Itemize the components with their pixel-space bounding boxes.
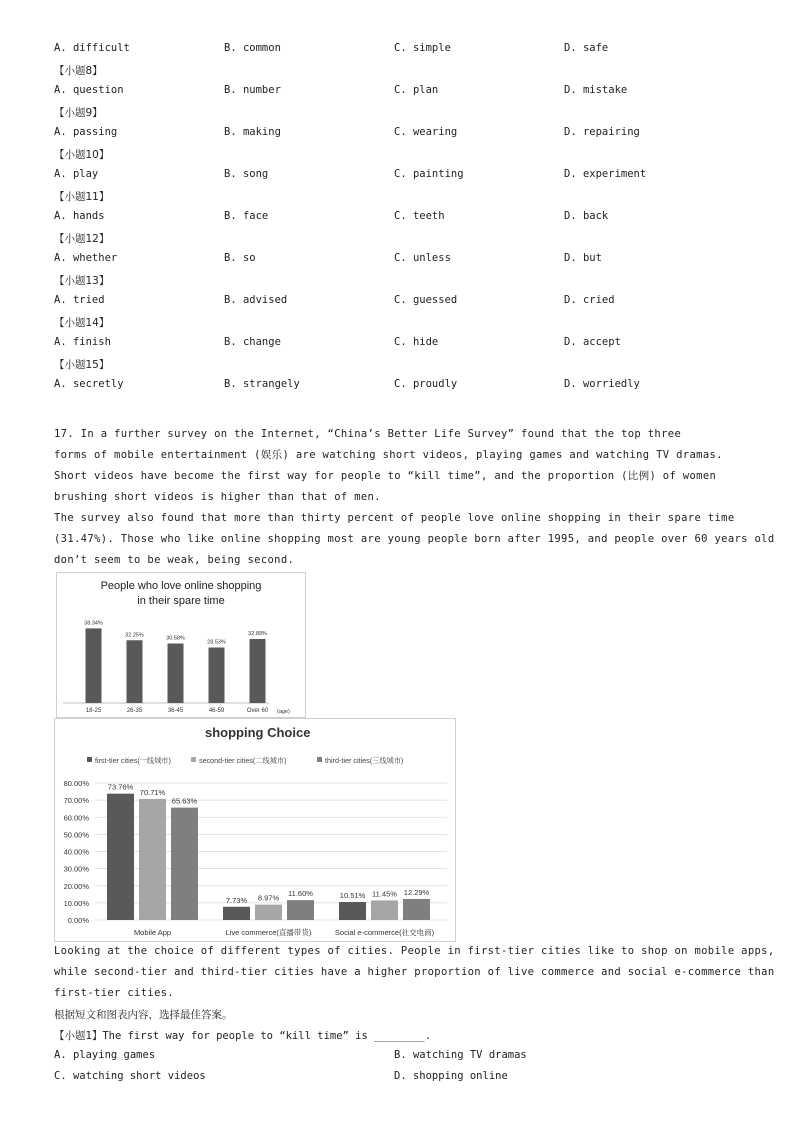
data-label: 73.76%	[107, 782, 134, 792]
option-b[interactable]: B. advised	[224, 294, 288, 306]
option-a[interactable]: A. play	[54, 168, 99, 180]
option-b[interactable]: B. so	[224, 252, 256, 264]
bar	[107, 794, 134, 920]
data-label: 70.71%	[139, 787, 166, 797]
x-tick-label: Social e-commerce(社交电商)	[334, 928, 435, 937]
option-b[interactable]: B. face	[224, 210, 269, 222]
bar	[250, 639, 266, 703]
option-c[interactable]: C. hide	[394, 336, 439, 348]
option-a[interactable]: A. question	[54, 84, 124, 96]
option-d[interactable]: D. experiment	[564, 168, 647, 180]
passage-line: Looking at the choice of different types of cities. People in first-tier cities like to shop on mobile apps,	[54, 945, 775, 957]
data-label: 28.53%	[207, 639, 226, 646]
option-d[interactable]: D. but	[564, 252, 602, 264]
x-tick-label: 46-59	[208, 708, 225, 714]
data-label: 12.29%	[403, 887, 430, 897]
data-label: 32.25%	[125, 632, 144, 639]
bar	[403, 899, 430, 920]
bar	[255, 905, 282, 920]
x-tick-label: 18-25	[85, 708, 102, 714]
bar	[171, 808, 198, 920]
option-b[interactable]: B. song	[224, 168, 269, 180]
bar	[287, 900, 314, 920]
option-row	[54, 84, 754, 98]
passage-paragraph-3	[54, 941, 775, 1004]
legend-label: third-tier cities(三线城市)	[325, 756, 404, 765]
chart-title: shopping Choice	[205, 725, 311, 740]
x-axis-label: (age)	[277, 709, 290, 715]
bar	[168, 644, 184, 703]
bar	[209, 647, 225, 703]
option-row	[54, 210, 754, 224]
option-d[interactable]: D. back	[564, 210, 609, 222]
age-shopping-chart	[56, 572, 306, 718]
data-label: 30.58%	[166, 635, 185, 642]
option-c[interactable]: C. simple	[394, 42, 451, 54]
data-label: 11.60%	[288, 889, 313, 899]
x-tick-label: 26-35	[126, 708, 143, 714]
option-b[interactable]: B. making	[224, 126, 281, 138]
option-a[interactable]: A. tried	[54, 294, 105, 306]
y-tick-label: 80.00%	[63, 779, 89, 788]
y-tick-label: 40.00%	[63, 847, 89, 857]
option-c[interactable]: C. painting	[394, 168, 464, 180]
option-a[interactable]: A. passing	[54, 126, 118, 138]
y-tick-label: 60.00%	[63, 813, 89, 823]
y-tick-label: 30.00%	[63, 864, 89, 874]
bar	[223, 907, 250, 920]
option-a[interactable]: A. difficult	[54, 42, 130, 54]
data-label: 7.73%	[225, 895, 248, 905]
legend-swatch	[317, 757, 322, 762]
option-b[interactable]: B. common	[224, 42, 281, 54]
passage-line: brushing short videos is higher than that of men.	[54, 491, 381, 503]
passage-line: forms of mobile entertainment (娱乐) are watching short videos, playing games and watching TV dramas.	[54, 449, 723, 461]
y-tick-label: 70.00%	[63, 796, 89, 806]
question-1-options-row-2	[54, 1070, 754, 1084]
question-label: 【小题10】	[54, 149, 110, 161]
question-label: 【小题14】	[54, 317, 110, 329]
instruction-text: 根据短文和图表内容，选择最佳答案。	[54, 1009, 233, 1021]
option-a[interactable]: A. whether	[54, 252, 118, 264]
option-a[interactable]: A. secretly	[54, 378, 124, 390]
option-c[interactable]: C. plan	[394, 84, 439, 96]
y-tick-label: 10.00%	[63, 898, 89, 908]
question-label: 【小题11】	[54, 191, 110, 203]
option-c[interactable]: C. teeth	[394, 210, 445, 222]
chart-title: People who love online shopping	[100, 580, 262, 592]
option-d[interactable]: D. repairing	[564, 126, 640, 138]
question-label: 【小题12】	[54, 233, 110, 245]
question-1-options-row-1	[54, 1049, 754, 1063]
option-row	[54, 252, 754, 266]
question-label: 【小题15】	[54, 359, 110, 371]
chart-title: in their spare time	[137, 595, 225, 607]
data-label: 32.89%	[248, 631, 267, 638]
option-row	[54, 378, 754, 392]
bar	[86, 628, 102, 703]
option-row	[54, 168, 754, 182]
option-d[interactable]: D. mistake	[564, 84, 628, 96]
bar	[371, 900, 398, 920]
age-shopping-chart-svg	[57, 573, 305, 717]
x-tick-label: Live commerce(直播带货)	[225, 928, 312, 937]
option-b[interactable]: B. watching TV dramas	[394, 1049, 527, 1061]
option-row	[54, 336, 754, 350]
data-label: 65.63%	[171, 796, 198, 806]
option-c[interactable]: C. unless	[394, 252, 451, 264]
option-c[interactable]: C. proudly	[394, 378, 458, 390]
legend-swatch	[87, 757, 92, 762]
data-label: 10.51%	[339, 891, 366, 901]
x-tick-label: Over 60	[246, 708, 269, 714]
option-c[interactable]: C. wearing	[394, 126, 458, 138]
question-label: 【小题9】	[54, 107, 103, 119]
bar	[339, 902, 366, 920]
legend-label: second-tier cities(二线城市)	[199, 756, 287, 765]
passage-line: (31.47%). Those who like online shopping most are young people born after 1995, and people over 60 years old	[54, 533, 775, 545]
option-a[interactable]: A. hands	[54, 210, 105, 222]
shopping-choice-chart	[54, 718, 456, 942]
option-d[interactable]: D. cried	[564, 294, 615, 306]
option-row	[54, 294, 754, 308]
legend-swatch	[191, 757, 196, 762]
passage-line: Short videos have become the first way for people to “kill time”, and the proportion (比例) of women	[54, 470, 717, 482]
x-tick-label: Mobile App	[133, 928, 172, 937]
option-a[interactable]: A. playing games	[54, 1049, 156, 1061]
question-label: 【小题8】	[54, 65, 103, 77]
data-label: 8.97%	[257, 893, 280, 903]
x-tick-label: 36-45	[167, 708, 184, 714]
y-tick-label: 0.00%	[67, 916, 89, 925]
option-d[interactable]: D. accept	[564, 336, 621, 348]
option-b[interactable]: B. strangely	[224, 378, 300, 390]
y-tick-label: 50.00%	[63, 830, 89, 840]
data-label: 38.34%	[84, 620, 103, 627]
option-d[interactable]: D. shopping online	[394, 1070, 508, 1082]
passage-line: don’t seem to be weak, being second.	[54, 554, 295, 566]
bar	[139, 799, 166, 920]
data-label: 11.45%	[372, 889, 397, 899]
option-b[interactable]: B. number	[224, 84, 281, 96]
option-c[interactable]: C. guessed	[394, 294, 458, 306]
passage-line: first-tier cities.	[54, 987, 175, 999]
question-label: 【小题13】	[54, 275, 110, 287]
option-row	[54, 42, 754, 56]
passage-paragraph-2	[54, 508, 775, 571]
passage-line: 17. In a further survey on the Internet, “China’s Better Life Survey” found that the top three	[54, 428, 682, 440]
legend-label: first-tier cities(一线城市)	[95, 756, 171, 765]
option-b[interactable]: B. change	[224, 336, 281, 348]
passage-paragraph-1	[54, 424, 740, 508]
y-tick-label: 20.00%	[63, 881, 89, 891]
option-row	[54, 126, 754, 140]
option-d[interactable]: D. worriedly	[564, 378, 640, 390]
passage-line: while second-tier and third-tier cities have a higher proportion of live commerce and social e-commerce than	[54, 966, 775, 978]
option-d[interactable]: D. safe	[564, 42, 609, 54]
question-1: 【小题1】The first way for people to “kill time” is ________.	[54, 1030, 432, 1042]
passage-line: The survey also found that more than thirty percent of people love online shopping in their spare time	[54, 512, 735, 524]
option-c[interactable]: C. watching short videos	[54, 1070, 206, 1082]
bar	[127, 640, 143, 703]
shopping-choice-chart-svg	[55, 719, 455, 941]
option-a[interactable]: A. finish	[54, 336, 111, 348]
